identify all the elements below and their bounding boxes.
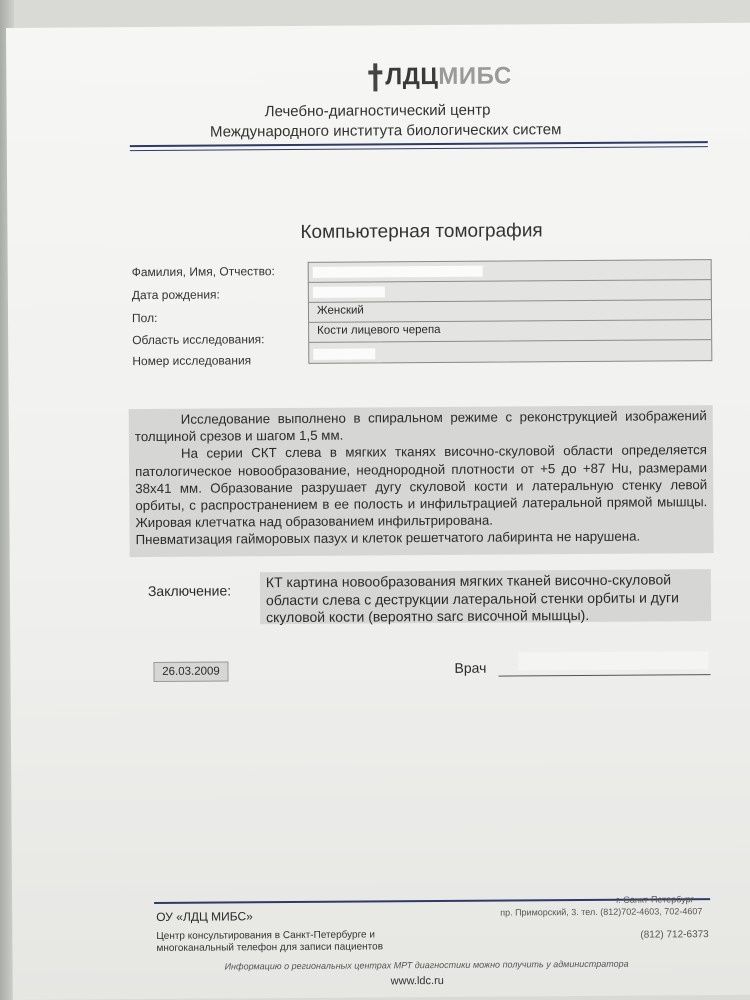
redaction-mark bbox=[313, 286, 385, 298]
field-value-birthdate bbox=[308, 279, 712, 302]
field-value-sex: Женский bbox=[308, 299, 712, 322]
doctor-name-redaction bbox=[518, 651, 708, 670]
doctor-label: Врач bbox=[454, 659, 487, 676]
org-name-line1: Лечебно-диагностический центр bbox=[264, 101, 491, 121]
footer-org: ОУ «ЛДЦ МИБС» bbox=[156, 909, 253, 924]
redaction-mark bbox=[313, 348, 375, 359]
footer-website[interactable]: www.ldc.ru bbox=[390, 974, 444, 988]
clinic-logo bbox=[368, 62, 512, 91]
footer-consult-line2: многоканальный телефон для записи пациентов bbox=[156, 941, 384, 954]
document-title: Компьютерная томография bbox=[300, 220, 543, 243]
findings-text bbox=[129, 405, 714, 557]
redaction-mark bbox=[313, 266, 483, 278]
findings-paragraph-3: Пневматизация гайморовых пазух и клеток решетчатого лабиринта не нарушена. bbox=[135, 529, 641, 548]
footer-info: Информацию о региональных центрах МРТ диагностики можно получить у администратора bbox=[224, 958, 629, 972]
report-date: 26.03.2009 bbox=[153, 661, 228, 682]
conclusion-label: Заключение: bbox=[147, 582, 232, 600]
conclusion-text: КТ картина новообразования мягких тканей височно-скуловой области слева с деструкции латеральной стенки орбиты и дуги скуловой кости (вероятно sarc височной мышцы). bbox=[260, 569, 711, 624]
footer-consult-centre bbox=[156, 929, 383, 955]
field-value-area: Кости лицевого черепа bbox=[308, 319, 712, 342]
field-label-study-number: Номер исследования bbox=[132, 353, 252, 369]
document-sheet bbox=[6, 23, 750, 1000]
header-rule-thin bbox=[130, 146, 708, 151]
field-label-birthdate: Дата рождения: bbox=[131, 287, 220, 303]
doctor-signature-line bbox=[499, 674, 711, 676]
footer-city: г. Санкт-Петербург bbox=[616, 894, 694, 905]
field-value-study-number bbox=[308, 339, 712, 364]
footer-consult-line1: Центр консультирования в Санкт-Петербурге и bbox=[156, 929, 375, 942]
logo-text-mibs: МИБС bbox=[438, 62, 512, 90]
field-label-sex: Пол: bbox=[131, 310, 158, 326]
footer-address: пр. Приморский, 3. тел. (812)702-4603, 702-4607 bbox=[500, 906, 703, 918]
logo-text-ldc: ЛДЦ bbox=[385, 62, 439, 91]
footer-phone: (812) 712-6373 bbox=[640, 929, 709, 941]
findings-paragraph-1: Исследование выполнено в спиральном режиме с реконструкцией изображений толщиной срезов и шагом 1,5 мм. bbox=[134, 408, 707, 445]
findings-paragraph-2: На серии СКТ слева в мягких тканях височно-скуловой области определяется патологическое новообразование, неоднородной плотности от +5 до +87 Hu, размерами 38х41 мм. Образование разрушает дугу скуловой кости и латеральную стенку левой орбиты, с распространением в ее полость и инфильтрацией латеральной прямой мышцы. Жировая клетчатка над образованием инфильтрирована. bbox=[135, 442, 708, 531]
org-name-line2: Международного института биологических систем bbox=[209, 121, 562, 141]
field-label-name: Фамилия, Имя, Отчество: bbox=[131, 264, 275, 280]
field-label-area: Область исследования: bbox=[132, 332, 265, 348]
cross-icon bbox=[368, 63, 382, 91]
field-value-name bbox=[308, 259, 712, 282]
